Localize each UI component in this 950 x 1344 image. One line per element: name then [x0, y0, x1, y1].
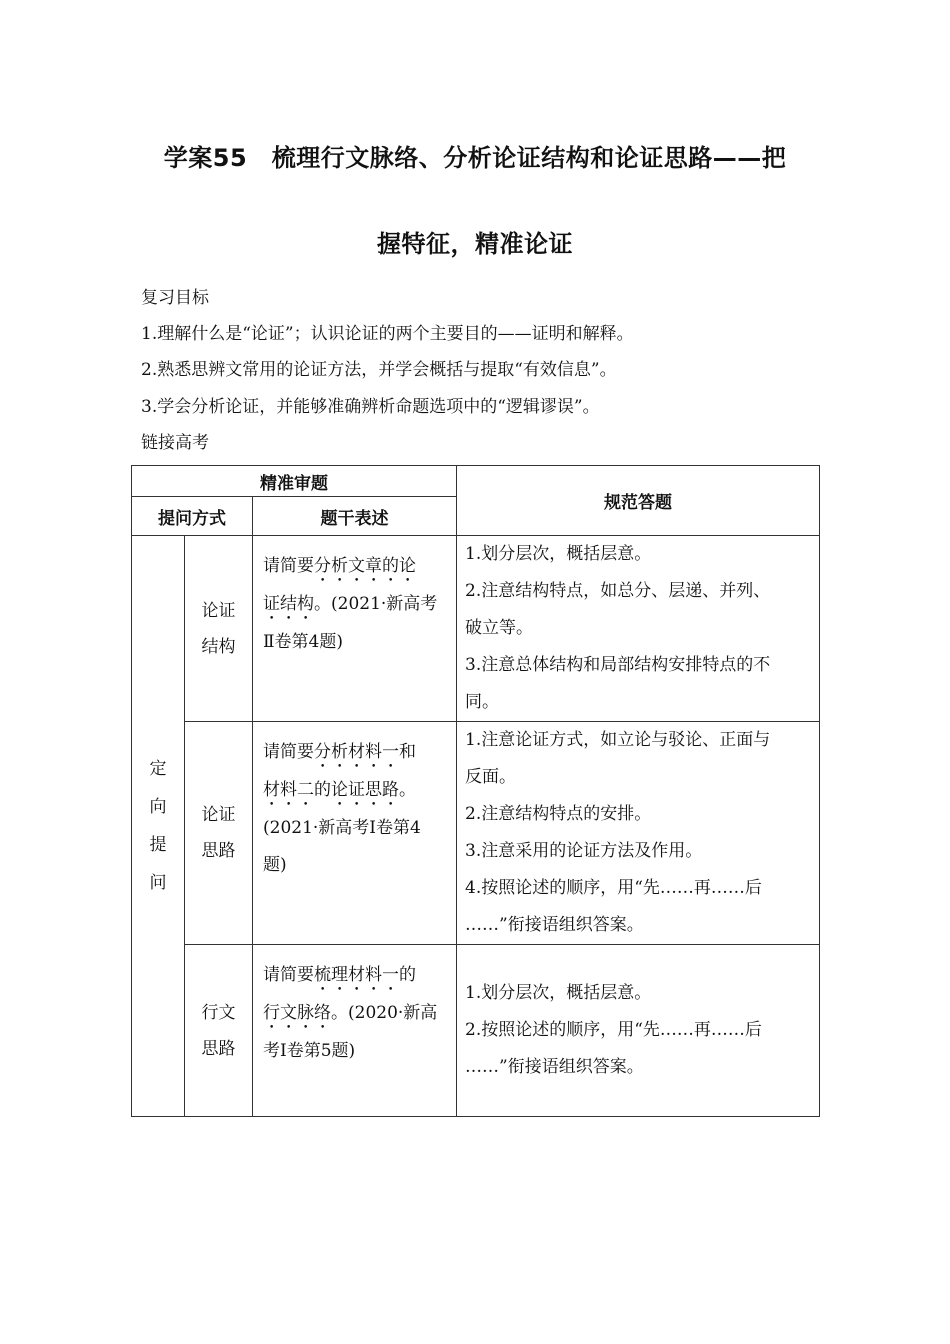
category-text: 思路 [201, 1038, 236, 1059]
answer-cell [457, 722, 820, 945]
header-method: 提问方式 [132, 497, 253, 536]
stem-text: 请简要 [263, 742, 314, 762]
group-label-char: 向 [149, 797, 167, 817]
answer-line: 3.注意采用的论证方法及作用。 [465, 841, 703, 861]
goal-item-2: 2.熟悉思辨文常用的论证方法，并学会概括与提取“有效信息”。 [141, 360, 617, 380]
category-cell [185, 945, 253, 1117]
stem-text: 的 [399, 965, 416, 985]
stem-text: 题) [263, 855, 287, 875]
answer-line: ……”衔接语组织答案。 [465, 1057, 644, 1077]
answer-line: 1.划分层次，概括层意。 [465, 544, 652, 564]
stem-text: 考Ⅰ卷第5题) [263, 1041, 356, 1061]
link-heading: 链接高考 [141, 433, 209, 453]
category-cell [185, 722, 253, 945]
group-label-char: 问 [149, 873, 167, 893]
stem-emphasis: 材料二 [263, 780, 314, 800]
answer-line: 反面。 [465, 767, 516, 787]
stem-cell [253, 945, 457, 1117]
stem-text: Ⅱ卷第4题) [263, 632, 344, 652]
goal-item-1: 1.理解什么是“论证”；认识论证的两个主要目的——证明和解释。 [141, 324, 634, 344]
answer-line: 1.注意论证方式，如立论与驳论、正面与 [465, 730, 771, 750]
goal-item-3: 3.学会分析论证，并能够准确辨析命题选项中的“逻辑谬误”。 [141, 397, 600, 417]
category-text: 论证 [201, 600, 236, 621]
stem-emphasis: 论证思路 [331, 780, 399, 800]
stem-emphasis: 分析文章的论 [314, 556, 416, 576]
stem-text: 和 [399, 742, 416, 762]
goals-heading: 复习目标 [141, 288, 209, 308]
group-label-char: 提 [149, 835, 167, 855]
stem-text: (2021·新高考Ⅰ卷第4 [263, 818, 421, 838]
answer-line: 破立等。 [465, 618, 533, 638]
exam-table [131, 465, 820, 1117]
category-text: 思路 [201, 841, 236, 861]
stem-emphasis: 证结构 [263, 594, 314, 614]
answer-line: 2.按照论述的顺序，用“先……再……后 [465, 1020, 762, 1040]
answer-line: 2.注意结构特点的安排。 [465, 804, 652, 824]
group-label-char: 定 [149, 759, 167, 779]
stem-text: 。(2021·新高考 [314, 594, 438, 614]
stem-cell [253, 536, 457, 722]
category-text: 行文 [201, 1002, 236, 1023]
stem-text: 。(2020·新高 [331, 1003, 438, 1023]
category-text: 论证 [201, 805, 236, 825]
answer-line: ……”衔接语组织答案。 [465, 915, 644, 935]
answer-line: 4.按照论述的顺序，用“先……再……后 [465, 878, 762, 898]
answer-line: 2.注意结构特点，如总分、层递、并列、 [465, 581, 771, 601]
stem-text: 请简要 [263, 965, 314, 985]
header-stem: 题干表述 [253, 497, 457, 536]
stem-emphasis: 行文脉络 [263, 1003, 331, 1023]
answer-line: 3.注意总体结构和局部结构安排特点的不 [465, 655, 771, 675]
stem-text: 请简要 [263, 556, 314, 576]
header-answer: 规范答题 [457, 466, 820, 536]
stem-emphasis: 梳理材料一 [314, 965, 399, 985]
group-label [132, 536, 185, 1117]
stem-text: 的 [314, 780, 331, 800]
answer-cell [457, 536, 820, 722]
page-title-line2: 握特征，精准论证 [377, 230, 573, 258]
category-cell [185, 536, 253, 722]
answer-line: 同。 [465, 692, 499, 712]
page-title-line1: 学案55 梳理行文脉络、分析论证结构和论证思路——把 [163, 144, 787, 172]
stem-emphasis: 分析材料一 [314, 742, 399, 762]
category-text: 结构 [201, 636, 236, 657]
answer-cell [457, 945, 820, 1117]
header-review: 精准审题 [132, 466, 457, 497]
stem-cell [253, 722, 457, 945]
stem-text: 。 [399, 780, 416, 800]
answer-line: 1.划分层次，概括层意。 [465, 983, 652, 1003]
